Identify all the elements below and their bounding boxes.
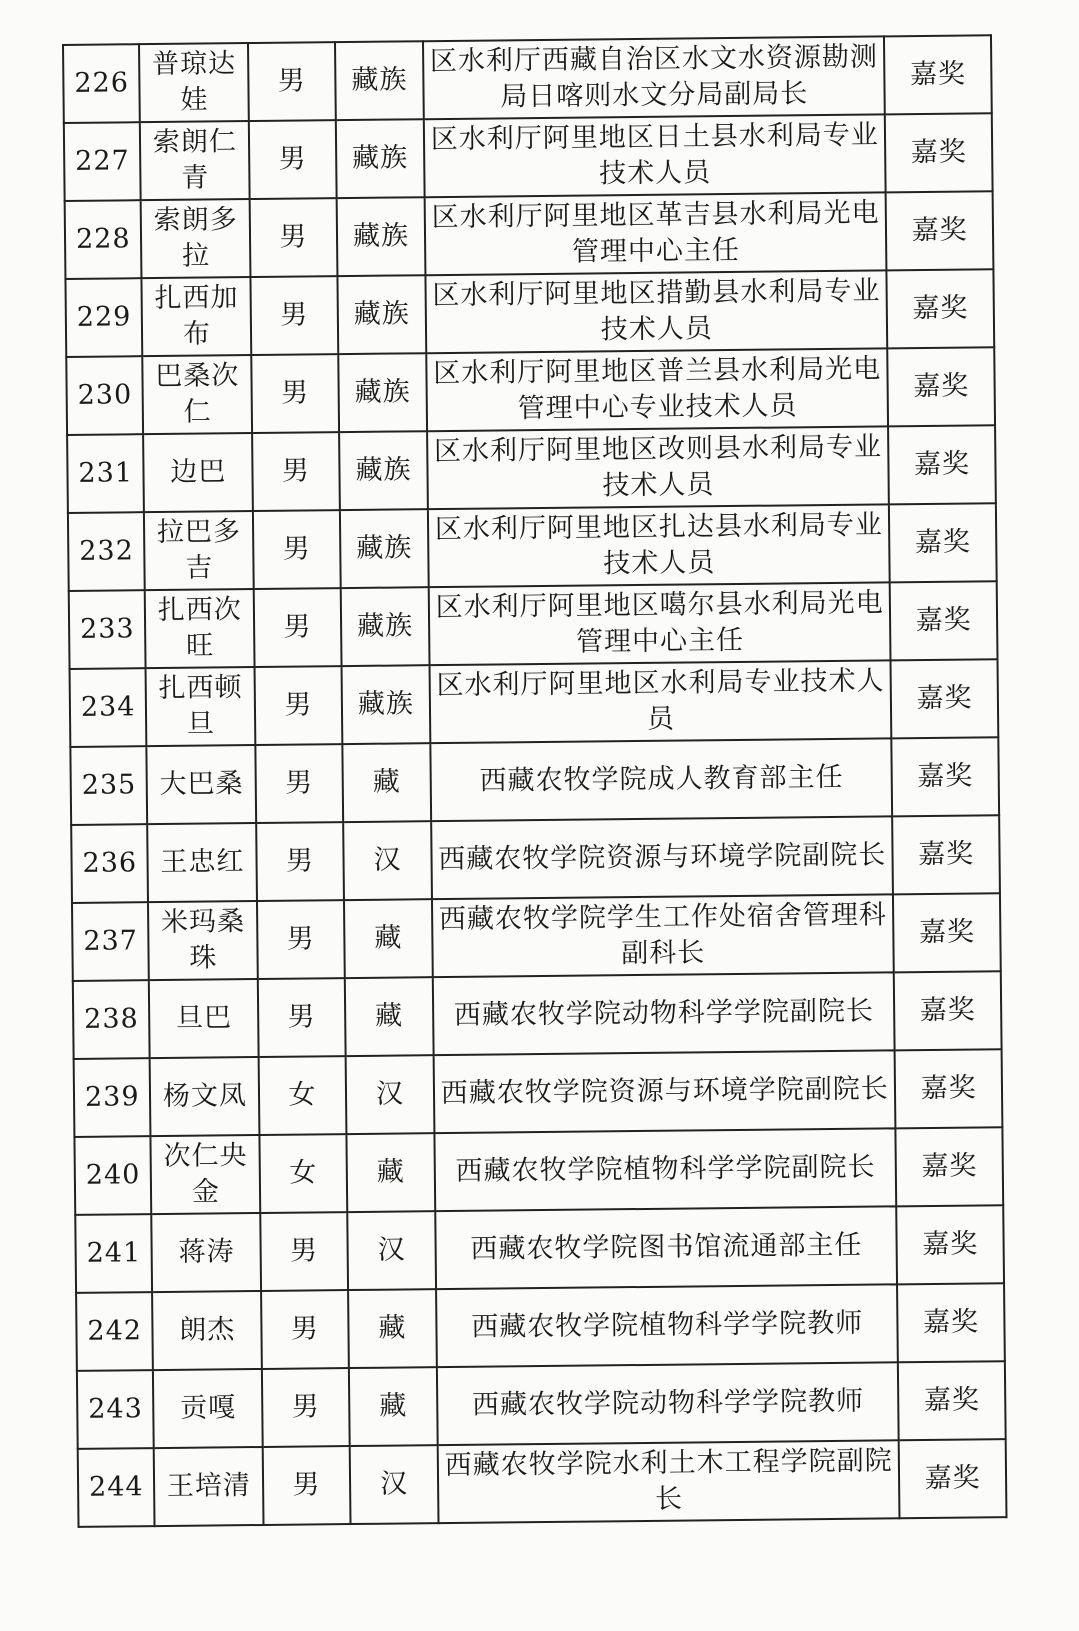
gender: 男	[253, 510, 340, 589]
row-number: 233	[69, 590, 146, 669]
person-name: 王培清	[154, 1447, 263, 1526]
table-row	[68, 503, 997, 591]
row-number: 238	[73, 980, 150, 1059]
table-row	[63, 35, 992, 123]
work-unit-title: 区水利厅阿里地区水利局专业技术人员	[430, 660, 892, 743]
row-number: 229	[65, 278, 142, 357]
award-type: 嘉奖	[888, 425, 996, 504]
ethnicity: 藏族	[340, 587, 429, 666]
person-name: 蒋涛	[152, 1213, 261, 1292]
table-row	[74, 1127, 1003, 1215]
table-row	[70, 659, 999, 747]
work-unit-title: 西藏农牧学院资源与环境学院副院长	[431, 816, 893, 899]
row-number: 235	[70, 746, 147, 825]
ethnicity: 汉	[345, 1055, 434, 1134]
work-unit-title: 区水利厅阿里地区日土县水利局专业技术人员	[424, 114, 886, 197]
gender: 男	[257, 900, 344, 979]
table-row	[65, 269, 994, 357]
ethnicity: 汉	[343, 821, 432, 900]
row-number: 244	[78, 1448, 155, 1527]
table-row	[65, 191, 994, 279]
ethnicity: 藏族	[335, 41, 424, 120]
award-type: 嘉奖	[898, 1361, 1006, 1440]
table-row	[70, 737, 999, 825]
gender: 男	[258, 978, 345, 1057]
award-type: 嘉奖	[891, 659, 999, 738]
work-unit-title: 区水利厅西藏自治区水文水资源勘测局日喀则水文分局副局长	[423, 36, 885, 119]
work-unit-title: 区水利厅阿里地区措勤县水利局专业技术人员	[426, 270, 888, 353]
ethnicity: 藏族	[336, 197, 425, 276]
person-name: 扎西加布	[142, 277, 251, 356]
table-row	[64, 113, 993, 201]
award-type: 嘉奖	[886, 191, 994, 270]
work-unit-title: 区水利厅阿里地区普兰县水利局光电管理中心专业技术人员	[427, 348, 889, 431]
ethnicity: 藏族	[341, 665, 430, 744]
table-row	[76, 1283, 1005, 1371]
row-number: 239	[74, 1058, 151, 1137]
row-number: 234	[70, 668, 147, 747]
gender: 男	[256, 744, 343, 823]
person-name: 大巴桑	[147, 745, 256, 824]
award-type: 嘉奖	[892, 737, 1000, 816]
award-type: 嘉奖	[887, 269, 995, 348]
award-type: 嘉奖	[889, 503, 997, 582]
table-row	[74, 1049, 1003, 1137]
ethnicity: 藏族	[336, 119, 425, 198]
table-row	[72, 893, 1001, 981]
person-name: 米玛桑珠	[148, 901, 257, 980]
work-unit-title: 西藏农牧学院图书馆流通部主任	[436, 1206, 898, 1289]
person-name: 旦巴	[149, 979, 258, 1058]
gender: 男	[249, 120, 336, 199]
person-name: 边巴	[144, 433, 253, 512]
table-row	[66, 347, 995, 435]
award-type: 嘉奖	[897, 1283, 1005, 1362]
person-name: 巴桑次仁	[143, 355, 252, 434]
person-name: 王忠红	[148, 823, 257, 902]
ethnicity: 藏	[349, 1367, 438, 1446]
ethnicity: 藏族	[337, 275, 426, 354]
gender: 男	[254, 588, 341, 667]
row-number: 242	[76, 1292, 153, 1371]
person-name: 拉巴多吉	[144, 511, 253, 590]
ethnicity: 藏族	[339, 431, 428, 510]
work-unit-title: 西藏农牧学院学生工作处宿舍管理科副科长	[432, 894, 894, 977]
work-unit-title: 西藏农牧学院植物科学学院副院长	[435, 1128, 897, 1211]
gender: 男	[263, 1446, 350, 1525]
gender: 男	[248, 42, 335, 121]
award-type: 嘉奖	[893, 893, 1001, 972]
work-unit-title: 区水利厅阿里地区改则县水利局专业技术人员	[427, 426, 889, 509]
person-name: 杨文凤	[150, 1057, 259, 1136]
award-type: 嘉奖	[887, 347, 995, 426]
award-type: 嘉奖	[892, 815, 1000, 894]
gender: 男	[256, 822, 343, 901]
table-row	[73, 971, 1002, 1059]
row-number: 226	[63, 44, 140, 123]
award-list-table	[62, 34, 1007, 1528]
person-name: 索朗多拉	[141, 199, 250, 278]
gender: 男	[250, 198, 337, 277]
work-unit-title: 西藏农牧学院动物科学学院副院长	[433, 972, 895, 1055]
ethnicity: 藏	[345, 977, 434, 1056]
row-number: 237	[72, 902, 149, 981]
ethnicity: 藏	[344, 899, 433, 978]
person-name: 普琼达娃	[139, 43, 248, 122]
work-unit-title: 西藏农牧学院动物科学学院教师	[437, 1362, 899, 1445]
award-type: 嘉奖	[899, 1439, 1007, 1518]
table-row	[75, 1205, 1004, 1293]
person-name: 朗杰	[153, 1291, 262, 1370]
ethnicity: 藏族	[338, 353, 427, 432]
work-unit-title: 西藏农牧学院资源与环境学院副院长	[434, 1050, 896, 1133]
award-type: 嘉奖	[894, 971, 1002, 1050]
table-row	[71, 815, 1000, 903]
row-number: 227	[64, 122, 141, 201]
award-type: 嘉奖	[885, 113, 993, 192]
award-type: 嘉奖	[896, 1205, 1004, 1284]
gender: 女	[260, 1134, 347, 1213]
person-name: 扎西次旺	[145, 589, 254, 668]
row-number: 243	[77, 1370, 154, 1449]
table-row	[67, 425, 996, 513]
gender: 男	[252, 432, 339, 511]
award-type: 嘉奖	[884, 35, 992, 114]
work-unit-title: 区水利厅阿里地区革吉县水利局光电管理中心主任	[425, 192, 887, 275]
ethnicity: 藏	[342, 743, 431, 822]
work-unit-title: 区水利厅阿里地区扎达县水利局专业技术人员	[428, 504, 890, 587]
gender: 男	[261, 1290, 348, 1369]
row-number: 231	[67, 434, 144, 513]
ethnicity: 藏	[346, 1133, 435, 1212]
gender: 男	[260, 1212, 347, 1291]
gender: 女	[259, 1056, 346, 1135]
person-name: 扎西顿旦	[146, 667, 255, 746]
ethnicity: 汉	[349, 1445, 438, 1524]
person-name: 索朗仁青	[140, 121, 249, 200]
gender: 男	[251, 276, 338, 355]
gender: 男	[251, 354, 338, 433]
row-number: 236	[71, 824, 148, 903]
award-type: 嘉奖	[895, 1049, 1003, 1128]
work-unit-title: 区水利厅阿里地区噶尔县水利局光电管理中心主任	[429, 582, 891, 665]
award-type: 嘉奖	[890, 581, 998, 660]
award-type: 嘉奖	[896, 1127, 1004, 1206]
ethnicity: 汉	[347, 1211, 436, 1290]
table-row	[77, 1361, 1006, 1449]
row-number: 230	[66, 356, 143, 435]
work-unit-title: 西藏农牧学院植物科学学院教师	[436, 1284, 898, 1367]
row-number: 241	[75, 1214, 152, 1293]
gender: 男	[262, 1368, 349, 1447]
row-number: 232	[68, 512, 145, 591]
row-number: 240	[74, 1136, 151, 1215]
work-unit-title: 西藏农牧学院水利土木工程学院副院长	[438, 1440, 900, 1523]
row-number: 228	[65, 200, 142, 279]
table-row	[69, 581, 998, 669]
work-unit-title: 西藏农牧学院成人教育部主任	[431, 738, 893, 821]
ethnicity: 藏	[348, 1289, 437, 1368]
table-row	[78, 1439, 1007, 1527]
gender: 男	[255, 666, 342, 745]
person-name: 贡嘎	[153, 1369, 262, 1448]
ethnicity: 藏族	[340, 509, 429, 588]
person-name: 次仁央金	[151, 1135, 260, 1214]
